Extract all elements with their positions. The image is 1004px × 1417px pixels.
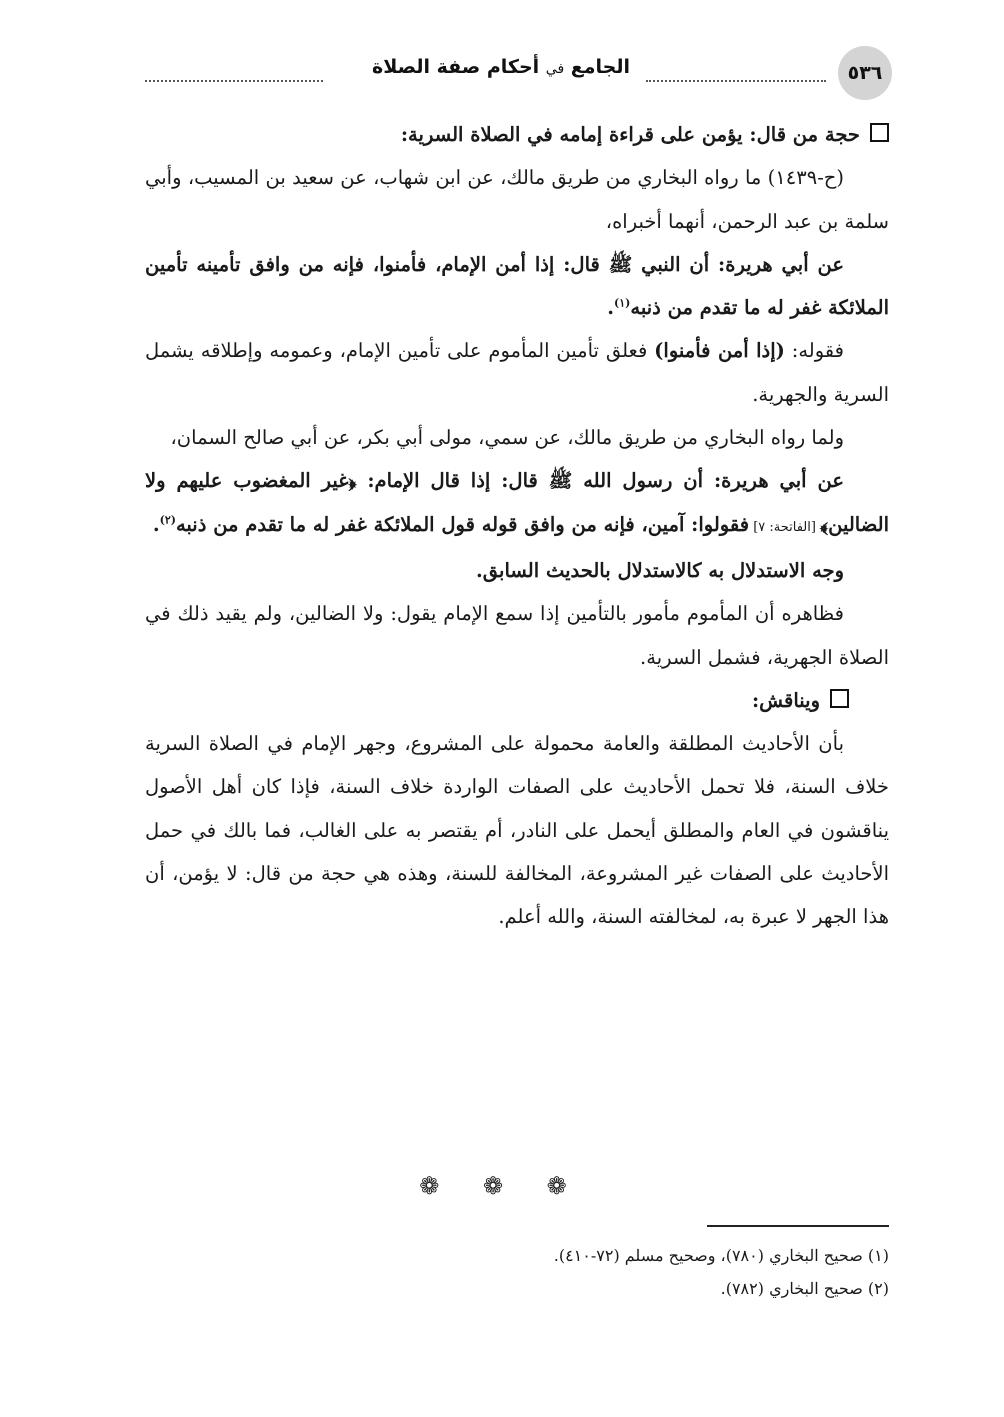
book-title — [372, 56, 630, 78]
footnote-2: (٢) صحيح البخاري (٧٨٢). — [720, 1279, 889, 1298]
hadith-text-1: عن أبي هريرة: أن النبي ﷺ قال: إذا أمن الإمام، فأمنوا، فإنه من وافق تأمينه تأمين الملائكة غفر له ما تقدم من ذنبه$^{(١)}$. — [145, 252, 889, 320]
quran-reference: [الفاتحة: ٧] — [749, 519, 821, 535]
paragraph-lead: فقوله: — [784, 339, 844, 363]
hadith-1439-intro: (ح-١٤٣٩) ما رواه البخاري من طريق مالك، عن ابن شهاب، عن سعيد بن المسيب، وأبي سلمة بن عبد الرحمن، أنهما أخبراه، — [145, 166, 889, 233]
hadith-text-2-part-a: عن أبي هريرة: أن رسول الله ﷺ قال: إذا قال الإمام: ﴿غير المغضوب عليهم ولا الضالين﴾ — [145, 469, 889, 536]
footnote-ref-1: (١) — [614, 296, 631, 310]
paragraph-rest: فعلق تأمين المأموم على تأمين الإمام، وعمومه وإطلاقه يشمل السرية والجهرية. — [145, 339, 889, 406]
book-title-part2: ﻓﻲ — [545, 61, 565, 77]
footnote-ref-2: (٢) — [159, 513, 176, 527]
quoted-phrase: (إذا أمن فأمنوا) — [654, 339, 785, 363]
hadith-text-2: عن أبي هريرة: أن رسول الله ﷺ قال: إذا قال الإمام: ﴿غير المغضوب عليهم ولا الضالين﴾ [الفاتحة: ٧] فقولوا: آمين، فإنه من وافق قوله قول الملائكة غفر له ما تقدم من ذنبه$^{(٢)}$. — [145, 469, 889, 536]
main-text — [145, 113, 889, 939]
header-dotted-line-right — [646, 80, 826, 82]
footnote-divider — [707, 1225, 889, 1227]
footnote-1: (١) صحيح البخاري (٧٨٠)، وصحيح مسلم (٧٢-٤١٠). — [553, 1246, 889, 1265]
hadith-text-2-part-b: فقولوا: آمين، فإنه من وافق قوله قول الملائكة غفر له ما تقدم من ذنبه — [175, 512, 750, 536]
paragraph-wa-lima: ولما رواه البخاري من طريق مالك، عن سمي، مولى أبي بكر، عن أبي صالح السمان، — [170, 426, 844, 450]
paragraph-fa-zahiruhu: فظاهره أن المأموم مأمور بالتأمين إذا سمع الإمام يقول: ولا الضالين، ولم يقيد ذلك في الصلاة الجهرية، فشمل السرية. — [145, 602, 889, 669]
section-heading-yunaqash — [145, 679, 889, 722]
paragraph-bi-anna: بأن الأحاديث المطلقة والعامة محمولة على المشروع، وجهر الإمام في الصلاة السرية خلاف السنة، فلا تحمل الأحاديث على الصفات الواردة خلاف السنة، فإذا كان أهل الأصول يناقشون في العام والمطلق أيحمل على النادر، أم يقتصر به على الغالب، فما بالك في حمل الأحاديث على الصفات غير المشروعة، المخالفة للسنة، وهذه هي حجة من قال: لا يؤمن، أن هذا الجهر لا عبرة به، لمخالفته السنة، والله أعلم. — [145, 732, 889, 929]
header-dotted-line-left — [145, 80, 323, 82]
checkbox-square-icon — [870, 123, 889, 142]
book-title-part3: أحكام صفة الصلاة — [372, 56, 540, 78]
section-heading-text: حجة من قال: يؤمن على قراءة إمامه في الصلاة السرية: — [400, 123, 860, 146]
footnotes — [145, 1239, 889, 1305]
page-header — [145, 40, 892, 104]
section-heading-hujja — [145, 113, 889, 156]
book-title-part1: الجامع — [570, 56, 630, 78]
page-number: ٥٣٦ — [838, 46, 892, 100]
paragraph-fa-qawluhu — [145, 329, 889, 416]
wajh-al-istidlal: وجه الاستدلال به كالاستدلال بالحديث السابق. — [475, 558, 844, 582]
hadith-text-1-body: عن أبي هريرة: أن النبي ﷺ قال: إذا أمن الإمام، فأمنوا، فإنه من وافق تأمينه تأمين الملائكة غفر له ما تقدم من ذنبه — [145, 252, 889, 320]
checkbox-square-icon — [830, 689, 849, 708]
section-separator-flowers: ❁ ❁ ❁ — [419, 1172, 585, 1200]
section-heading-2-text: ويناقش: — [751, 688, 820, 712]
